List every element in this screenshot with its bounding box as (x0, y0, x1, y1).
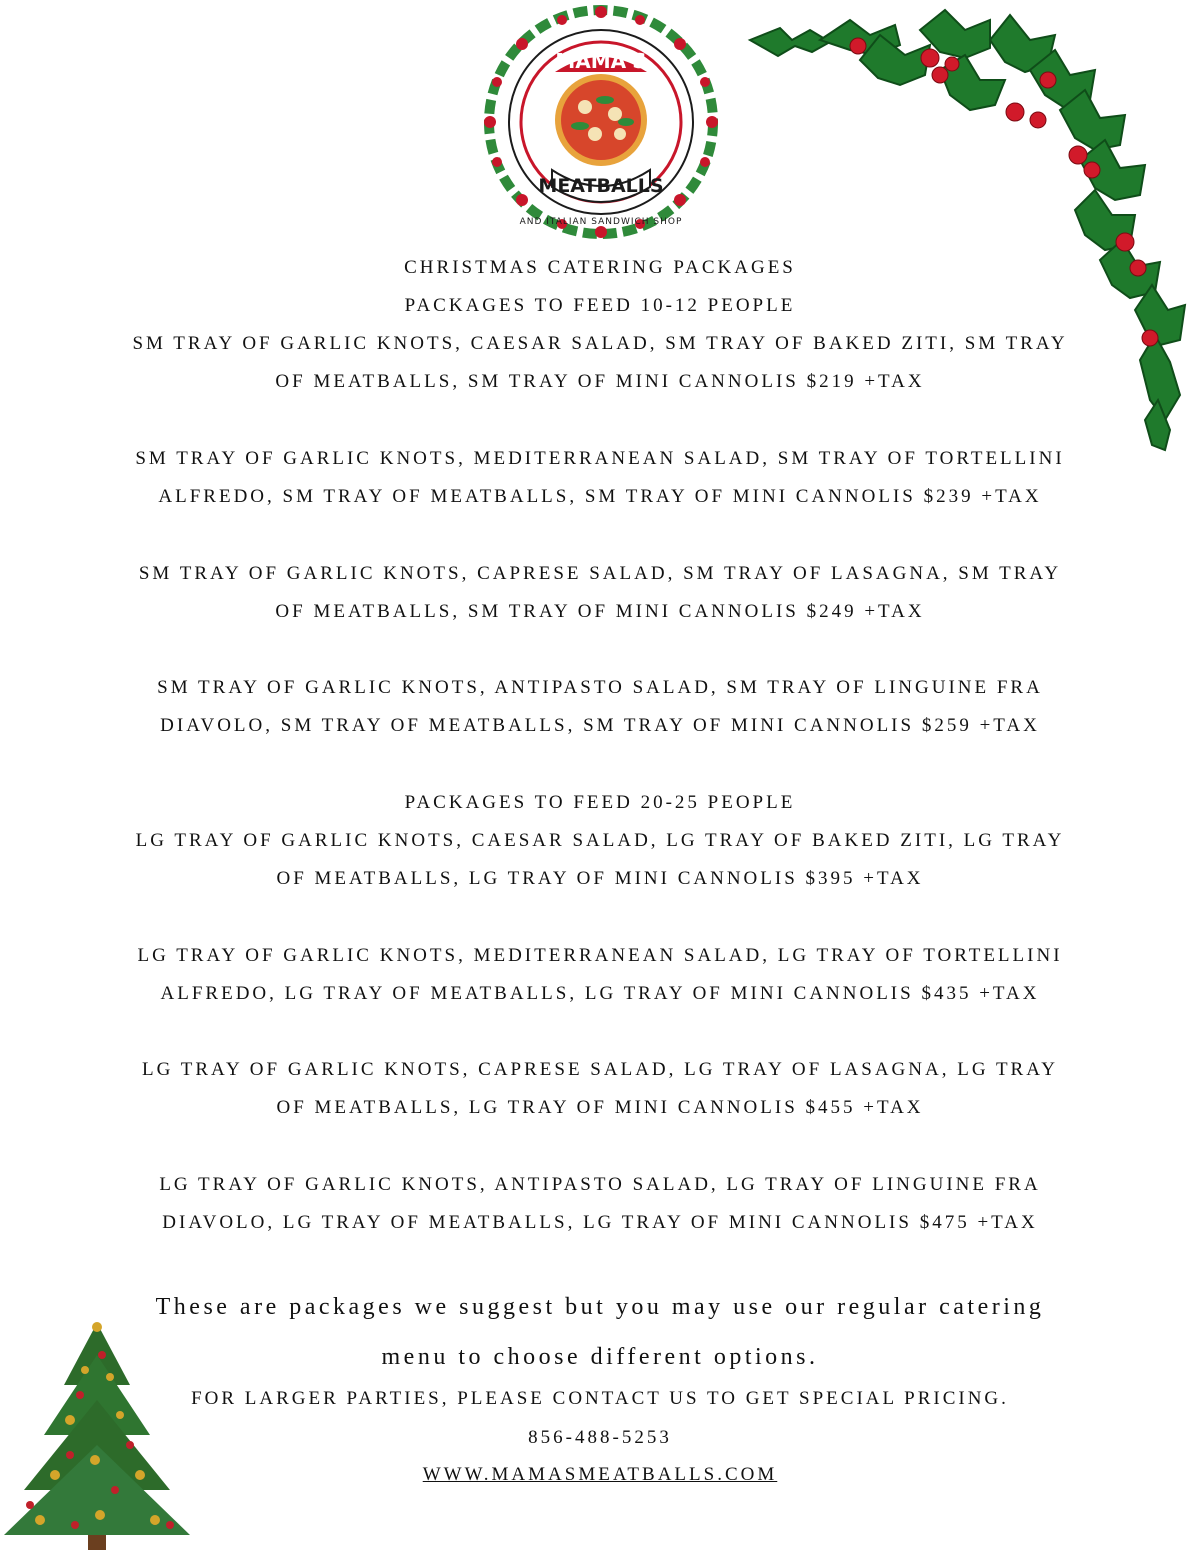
package-line: OF MEATBALLS, SM TRAY OF MINI CANNOLIS $249 +TAX (275, 601, 925, 622)
contact-text: FOR LARGER PARTIES, PLEASE CONTACT US TO GET SPECIAL PRICING. (191, 1388, 1009, 1409)
package-line: OF MEATBALLS, LG TRAY OF MINI CANNOLIS $395 +TAX (276, 868, 924, 889)
package-line: SM TRAY OF GARLIC KNOTS, MEDITERRANEAN SALAD, SM TRAY OF TORTELLINI (135, 448, 1065, 469)
package-line: DIAVOLO, LG TRAY OF MEATBALLS, LG TRAY OF MINI CANNOLIS $475 +TAX (162, 1212, 1038, 1233)
package-line: OF MEATBALLS, LG TRAY OF MINI CANNOLIS $455 +TAX (276, 1097, 924, 1118)
mamas-meatballs-logo (480, 2, 722, 242)
package-line: LG TRAY OF GARLIC KNOTS, CAPRESE SALAD, LG TRAY OF LASAGNA, LG TRAY (142, 1059, 1058, 1080)
package-line: OF MEATBALLS, SM TRAY OF MINI CANNOLIS $219 +TAX (275, 371, 925, 392)
christmas-tree-icon (0, 1315, 195, 1552)
phone-number: 856-488-5253 (528, 1427, 672, 1448)
package-line: SM TRAY OF GARLIC KNOTS, CAPRESE SALAD, SM TRAY OF LASAGNA, SM TRAY (138, 563, 1062, 584)
group-heading-10-12: PACKAGES TO FEED 10-12 PEOPLE (404, 295, 796, 316)
package-line: SM TRAY OF GARLIC KNOTS, ANTIPASTO SALAD, SM TRAY OF LINGUINE FRA (157, 677, 1043, 698)
page-title: CHRISTMAS CATERING PACKAGES (404, 257, 796, 278)
website-link[interactable]: WWW.MAMASMEATBALLS.COM (422, 1464, 778, 1485)
group-heading-20-25: PACKAGES TO FEED 20-25 PEOPLE (404, 792, 796, 813)
package-line: ALFREDO, SM TRAY OF MEATBALLS, SM TRAY OF MINI CANNOLIS $239 +TAX (158, 486, 1042, 507)
package-line: DIAVOLO, SM TRAY OF MEATBALLS, SM TRAY OF MINI CANNOLIS $259 +TAX (160, 715, 1040, 736)
package-line: SM TRAY OF GARLIC KNOTS, CAESAR SALAD, SM TRAY OF BAKED ZITI, SM TRAY (132, 333, 1068, 354)
package-line: LG TRAY OF GARLIC KNOTS, ANTIPASTO SALAD, LG TRAY OF LINGUINE FRA (159, 1174, 1041, 1195)
logo-ring-text: AND ITALIAN SANDWICH SHOP (519, 217, 683, 227)
note-line: menu to choose different options. (381, 1344, 819, 1370)
package-line: LG TRAY OF GARLIC KNOTS, MEDITERRANEAN SALAD, LG TRAY OF TORTELLINI (137, 945, 1063, 966)
package-line: ALFREDO, LG TRAY OF MEATBALLS, LG TRAY OF MINI CANNOLIS $435 +TAX (160, 983, 1040, 1004)
logo-top-text: MAMA'S (555, 49, 647, 73)
logo-bottom-text: MEATBALLS (538, 175, 664, 197)
pizza-icon (555, 74, 647, 166)
package-line: LG TRAY OF GARLIC KNOTS, CAESAR SALAD, LG TRAY OF BAKED ZITI, LG TRAY (135, 830, 1065, 851)
note-line: These are packages we suggest but you may use our regular catering (155, 1294, 1045, 1320)
